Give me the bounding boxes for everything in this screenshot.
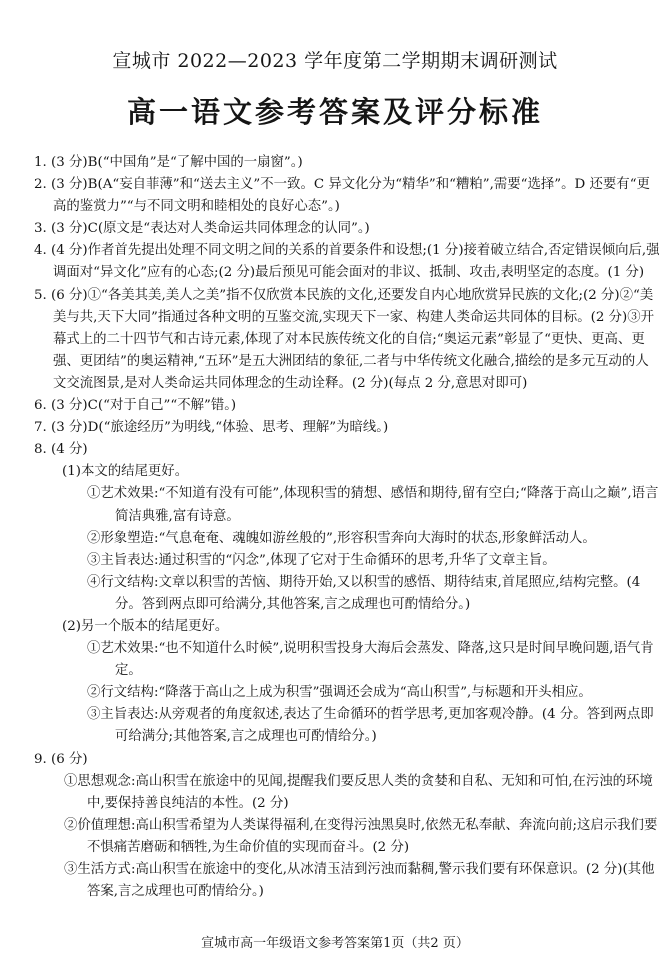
answer-q3: 3. (3 分)C(原文是“表达对人类命运共同体理念的认同”。) xyxy=(34,221,370,237)
answer-q8-part2-point1: ①艺术效果:“也不知道什么时候”,说明积雪投身大海后会蒸发、降落,这只是时间早晚问题,语气肯定。 xyxy=(87,641,654,679)
answer-q8-part1-point1: ①艺术效果:“不知道有没有可能”,体现积雪的猜想、感悟和期待,留有空白;“降落于高山之巅”,语言简洁典雅,富有诗意。 xyxy=(87,486,659,524)
answer-q8-part1-heading: (1)本文的结尾更好。 xyxy=(62,464,189,480)
answer-q8-part2-point3: ③主旨表达:从旁观者的角度叙述,表达了生命循环的哲学思考,更加客观冷静。(4 分。答到两点即可给满分;其他答案,言之成理也可酌情给分。) xyxy=(87,707,654,745)
answer-q8-part1-point2: ②形象塑造:“气息奄奄、魂魄如游丝般的”,形容积雪奔向大海时的状态,形象鲜活动人。 xyxy=(87,530,596,546)
answer-q9-point1: ①思想观念:高山积雪在旅途中的见闻,提醒我们要反思人类的贪婪和自私、无知和可怕,在污浊的环境中,要保持善良纯洁的本性。(2 分) xyxy=(64,773,653,811)
answer-q9: 9. (6 分) xyxy=(34,751,88,767)
answer-q8-part2-point2: ②行文结构:“降落于高山之上成为积雪”强调还会成为“高山积雪”,与标题和开头相应。 xyxy=(87,685,592,701)
document-title: 高一语文参考答案及评分标准 xyxy=(126,95,543,129)
answer-q6: 6. (3 分)C(“对于自己”“不解”错。) xyxy=(34,398,237,414)
answer-q8-part1-point4: ④行文结构:文章以积雪的苦恼、期待开始,又以积雪的感悟、期待结束,首尾照应,结构完整。(4 分。答到两点即可给满分,其他答案,言之成理也可酌情给分。) xyxy=(87,574,641,612)
answer-q4: 4. (4 分)作者首先提出处理不同文明之间的关系的首要条件和设想;(1 分)接着破立结合,否定错误倾向后,强调面对“异文化”应有的心态;(2 分)最后预见可能会面对的非议、抵制、攻击,表明坚定的态度。(1 分) xyxy=(34,243,660,281)
answer-q9-point2: ②价值理想:高山积雪希望为人类谋得福利,在变得污浊黑臭时,依然无私奉献、奔流向前;这启示我们要不惧痛苦磨砺和牺牲,为生命价值的实现而奋斗。(2 分) xyxy=(64,817,658,855)
answer-q8-part2-heading: (2)另一个版本的结尾更好。 xyxy=(62,618,229,634)
answer-q2: 2. (3 分)B(A“妄自菲薄”和“送去主义”不一致。C 异文化分为“精华”和“糟粕”,需要“选择”。D 还要有“更高的鉴赏力”“与不同文明和睦相处的良好心态”。) xyxy=(34,177,650,215)
answer-q9-point3: ③生活方式:高山积雪在旅途中的变化,从冰清玉洁到污浊而黏稠,警示我们要有环保意识。(2 分)(其他答案,言之成理也可酌情给分。) xyxy=(64,862,655,900)
answer-q5: 5. (6 分)①“各美其美,美人之美”指不仅欣赏本民族的文化,还要发自内心地欣赏异民族的文化;(2 分)②“美美与共,天下大同”指通过各种文明的互鉴交流,实现天下一家、构建人类命运共同体的目标。(2 分)③开幕式上的二十四节气和古诗元素,体现了对本民族传统文化的自信;“奥运元素”彰显了“更快、更高、更强、更团结”的奥运精神,“五环”是五大洲团结的象征,二者与中华传统文化融合,描绘的是多元互动的人文交流图景,是对人类命运共同体理念的生动诠释。(2 分)(每点 2 分,意思对即可) xyxy=(34,287,654,391)
answer-q7: 7. (3 分)D(“旅途经历”为明线,“体验、思考、理解”为暗线。) xyxy=(34,420,389,436)
exam-title: 宣城市 2022—2023 学年度第二学期期末调研测试 xyxy=(112,50,558,72)
answer-q8: 8. (4 分) xyxy=(34,442,88,458)
answer-q1: 1. (3 分)B(“中国角”是“了解中国的一扇窗”。) xyxy=(34,155,303,170)
page-footer: 宣城市高一年级语文参考答案第1页（共2 页） xyxy=(201,936,469,951)
answer-list xyxy=(34,152,660,903)
answer-q8-part1-point3: ③主旨表达:通过积雪的“闪念”,体现了它对于生命循环的思考,升华了文章主旨。 xyxy=(87,552,556,568)
